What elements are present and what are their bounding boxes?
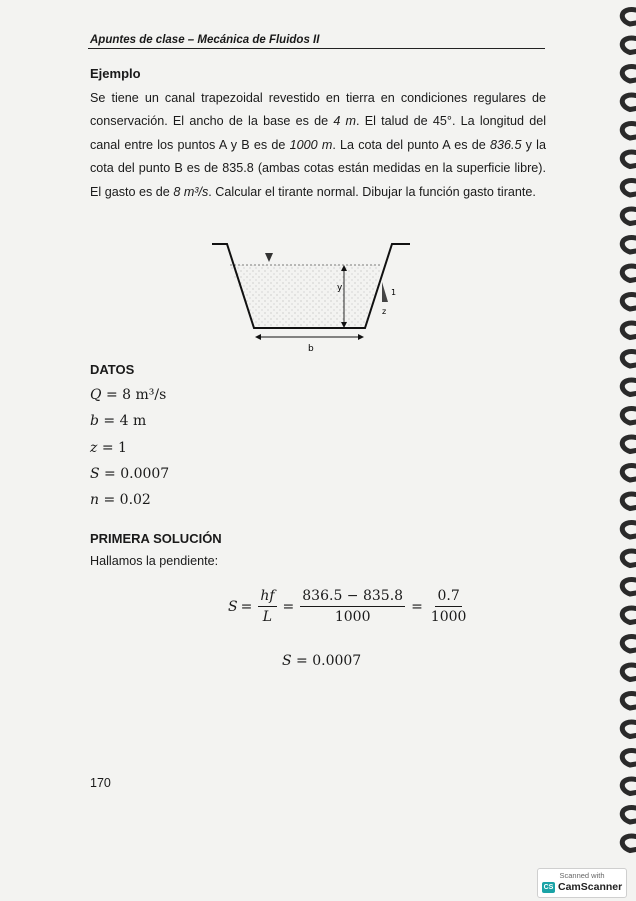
- datos-list: [90, 382, 169, 513]
- fraction-numerator: hf: [258, 588, 276, 607]
- binding-ring: [622, 295, 636, 309]
- header-rule: [88, 48, 545, 49]
- datos-value: = 0.02: [103, 492, 151, 509]
- datos-var: z: [90, 439, 98, 456]
- fraction-hf-over-l: [258, 588, 276, 625]
- binding-ring: [622, 152, 636, 166]
- binding-ring: [622, 637, 636, 651]
- binding-ring: [622, 665, 636, 679]
- binding-ring: [622, 67, 636, 81]
- solution-intro: Hallamos la pendiente:: [90, 554, 219, 568]
- datos-heading: DATOS: [90, 362, 135, 377]
- fraction-result: [429, 588, 469, 625]
- binding-ring: [622, 523, 636, 537]
- datos-item-b: [90, 408, 169, 434]
- scanned-with-label: Scanned with: [559, 871, 605, 880]
- datos-var: n: [90, 492, 100, 509]
- water-body: [230, 265, 382, 328]
- binding-ring: [622, 323, 636, 337]
- binding-ring: [622, 266, 636, 280]
- binding-ring: [622, 722, 636, 736]
- slope-triangle: [382, 282, 388, 302]
- datos-value: = 1: [101, 439, 127, 456]
- cota-a-value: 836.5: [489, 137, 522, 152]
- fraction-cota-difference: [300, 588, 405, 625]
- equals-sign: =: [411, 598, 423, 615]
- binding-ring: [622, 181, 636, 195]
- datos-value: = 4 m: [103, 413, 147, 430]
- base-label: b: [308, 344, 314, 354]
- binding-ring: [622, 124, 636, 138]
- binding-ring: [622, 551, 636, 565]
- binding-ring: [622, 466, 636, 480]
- binding-ring: [622, 694, 636, 708]
- binding-ring: [622, 409, 636, 423]
- binding-ring: [622, 494, 636, 508]
- fraction-denominator: L: [262, 609, 273, 625]
- solution-heading: PRIMERA SOLUCIÓN: [90, 531, 222, 546]
- spiral-binding: [606, 0, 636, 860]
- example-text-5: . Calcular el tirante normal. Dibujar la función gasto tirante.: [208, 184, 536, 199]
- base-arrow-left: [255, 334, 261, 340]
- equation-lhs: S: [228, 598, 238, 615]
- datos-var: Q: [90, 387, 102, 403]
- flow-value: 8 m³/s: [173, 184, 209, 199]
- fraction-denominator: 1000: [334, 609, 371, 625]
- base-value: 4 m: [333, 114, 357, 129]
- datos-value: = 0.0007: [104, 465, 170, 482]
- binding-ring: [622, 238, 636, 252]
- example-paragraph: [90, 87, 546, 204]
- datos-var: b: [90, 413, 99, 430]
- binding-ring: [622, 580, 636, 594]
- fraction-denominator: 1000: [430, 609, 467, 625]
- datos-value: = 8 m³/s: [105, 387, 167, 403]
- camscanner-logo-icon: CS: [543, 884, 554, 891]
- result-var: S: [282, 653, 292, 669]
- slope-rise-label: 1: [391, 288, 397, 297]
- datos-item-s: [90, 461, 169, 487]
- datos-item-q: [90, 382, 169, 408]
- datos-var: S: [90, 465, 100, 482]
- example-text-1: Se tiene un canal trapezoidal revestido en tierra en condiciones regulares de conservación. El ancho de la base es de: [90, 91, 546, 129]
- example-heading: Ejemplo: [90, 66, 141, 81]
- binding-ring: [622, 352, 636, 366]
- example-text-4: y la cota del punto B es de 835.8 (ambas cotas están medidas en la superficie libre). El gasto es de: [90, 137, 546, 199]
- binding-ring: [622, 38, 636, 52]
- example-text-3: . La cota del punto A es de: [332, 137, 490, 152]
- page-header-title: Apuntes de clase – Mecánica de Fluidos II: [90, 34, 320, 46]
- trapezoidal-channel-figure: [210, 240, 410, 355]
- camscanner-name: CamScanner: [558, 881, 623, 893]
- binding-ring: [622, 437, 636, 451]
- datos-item-n: [90, 487, 169, 513]
- page-number: 170: [90, 776, 111, 790]
- binding-ring: [622, 808, 636, 822]
- binding-ring: [622, 95, 636, 109]
- fraction-numerator: 0.7: [435, 588, 461, 607]
- binding-ring: [622, 836, 636, 850]
- binding-ring: [622, 779, 636, 793]
- equals-sign: =: [282, 598, 295, 615]
- equals-sign: =: [240, 598, 253, 615]
- binding-ring: [622, 751, 636, 765]
- result-value: = 0.0007: [296, 653, 362, 669]
- datos-item-z: [90, 435, 169, 461]
- length-value: 1000 m: [289, 137, 333, 152]
- fraction-numerator: 836.5 − 835.8: [300, 588, 405, 607]
- camscanner-badge: [537, 868, 627, 898]
- binding-ring: [622, 380, 636, 394]
- slope-equation: [228, 588, 471, 625]
- binding-ring: [622, 608, 636, 622]
- binding-ring: [622, 10, 636, 24]
- depth-label: y: [337, 283, 343, 293]
- binding-ring: [622, 209, 636, 223]
- slope-run-label: z: [382, 307, 387, 316]
- water-level-triangle: [265, 253, 273, 262]
- slope-result: [282, 653, 361, 669]
- base-arrow-right: [358, 334, 364, 340]
- example-text-2: . El talud de 45°. La longitud del canal entre los puntos A y B es de: [90, 114, 547, 152]
